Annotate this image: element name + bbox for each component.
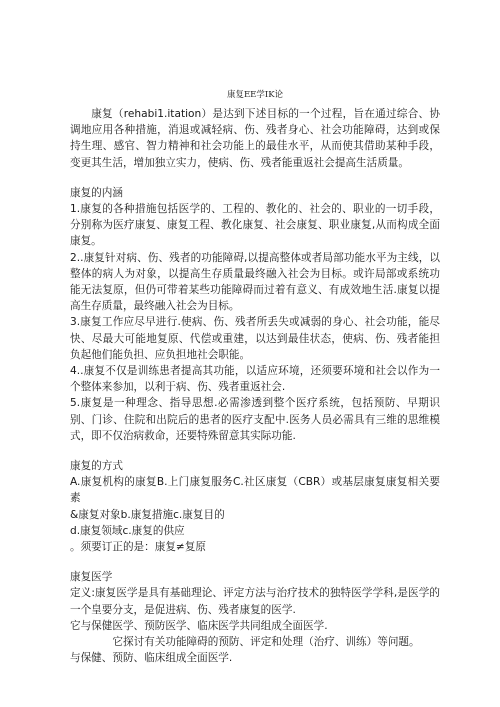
section-heading-methods: 康复的方式 — [70, 460, 123, 473]
connotation-item-2: 2..康复针对病、伤、残者的功能障碍,以提高整体或者局部功能水平为主线，以整体的病人为对象，以提高生存质量最终融入社会为目标。或许局部或系统功能无法复原，但仍可带着某些功能障碍而过着有意义、有成效地生活.康复以提高生存质量，最终融入社会为目标。 — [70, 251, 440, 313]
connotation-item-1: 1.康复的各种措施包括医学的、工程的、教化的、社会的、职业的一切手段，分别称为医疗康复、康复工程、教化康复、社会康复、职业康复,从而构成全面康复。 — [70, 203, 440, 248]
rehab-medicine-item-2: 它与保健医学、预防医学、临床医学共同组成全面医学. — [70, 619, 328, 632]
connotation-item-4: 4..康复不仅是训练患者提高其功能，以适应环境，还须要环境和社会以作为一个整体来参加，以利于病、伤、残者重返社会. — [70, 365, 440, 394]
section-gap — [70, 444, 440, 458]
methods-item-3: d.康复领域c.康复的供应 — [70, 524, 185, 537]
document-title: 康复EE学IK论 — [226, 90, 284, 100]
rehab-medicine-item-4: 与保健、预防、临床组成全面医学. — [70, 652, 233, 665]
section-heading-connotation: 康复的内涵 — [70, 186, 123, 199]
intro-paragraph: 康复（rehabi1.itation）是达到下述目标的一个过程，旨在通过综合、协调地应用各种措施，消退或减轻病、伤、残者身心、社会功能障碍，达到或保持生理、感官、智力精神和社会功能上的最佳水平，从而使其借助某种手段，变更其生活，增加独立实力，使病、伤、残者能重返社会提高生活质量。 — [70, 108, 440, 169]
rehab-medicine-item-1: 定义:康复医学是具有基础理论、评定方法与治疗技术的独特医学学科,是医学的一个皇要分支，是促进病、伤、残者康复的医学. — [70, 587, 440, 616]
methods-item-1: A.康复机构的康复B.上门康复服务C.社区康复（CBR）或基层康复康复相关要素 — [70, 476, 440, 505]
section-gap — [70, 171, 440, 185]
rehab-medicine-item-3: 它探讨有关功能障碍的预防、评定和处理（治疗、训练）等问题。 — [112, 636, 420, 649]
section-gap — [70, 555, 440, 569]
connotation-item-5: 5.康复是一种理念、指导思想.必需渗透到整个医疗系统，包括预防、早期识别、门诊、住院和出院后的患者的医疗支配中.医务人员必需具有三维的思维模式，即不仅治病救命，还要特殊留意其实际功能. — [70, 397, 440, 442]
connotation-item-3: 3.康复工作应尽早进行.使病、伤、残者所丢失或减弱的身心、社会功能，能尽快、尽最大可能地复原、代偿或重建，以达到最佳状态，使病、伤、残者能担负起他们能负担、应负担地社会职能。 — [70, 316, 440, 361]
section-heading-rehab-medicine: 康复医学 — [70, 571, 113, 584]
methods-item-2: &康复对象b.康复措施c.康复目的 — [70, 508, 225, 521]
methods-item-4: 。须要订正的是：康复≠复原 — [70, 541, 207, 554]
